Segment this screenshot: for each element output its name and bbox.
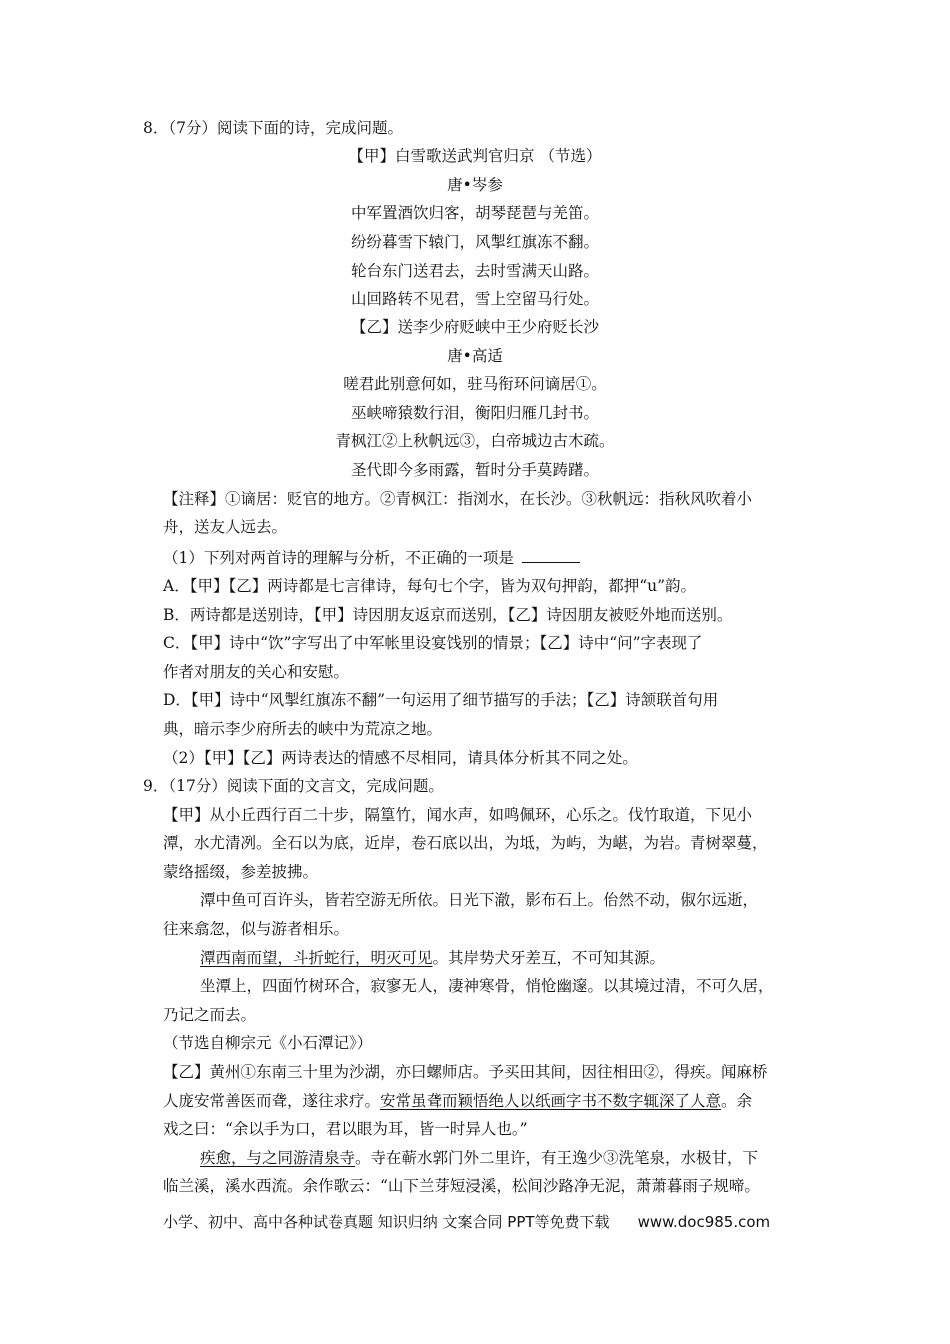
poem2-title: 【乙】送李少府贬峡中王少府贬长沙 [350, 318, 599, 336]
q8-header: 8．（7分）阅读下面的诗，完成问题。 [143, 119, 403, 137]
poem2-line: 圣代即今多雨露，暂时分手莫踌躇。 [350, 461, 599, 479]
poem1-author: 唐•岑参 [447, 176, 503, 194]
yi-text: 【乙】黄州①东南三十里为沙湖，亦曰螺师店。予买田其间，因往相田②，得疾。闻麻桥 [163, 1063, 768, 1081]
annotation-note: 【注释】①谪居：贬官的地方。②青枫江：指浏水，在长沙。③秋帆远：指秋风吹着小 [163, 490, 753, 508]
option-c: C．【甲】诗中“饮”字写出了中军帐里设宴饯别的情景；【乙】诗中“问”字表现了 [163, 634, 703, 652]
poem2-author: 唐•高适 [447, 347, 503, 365]
option-d: D．【甲】诗中“风掣红旗冻不翻”一句运用了细节描写的手法；【乙】诗颔联首句用 [163, 691, 719, 709]
poem1-title: 【甲】白雪歌送武判官归京 （节选） [348, 147, 602, 165]
yi-text-part: 。余 [721, 1092, 753, 1110]
jia-text [200, 948, 665, 968]
footer-banner [163, 1211, 770, 1232]
poem1-line: 纷纷暮雪下辕门，风掣红旗冻不翻。 [350, 233, 599, 251]
q8-sub1-text: （1）下列对两首诗的理解与分析，不正确的一项是 [163, 549, 514, 567]
footer-site-link[interactable]: www.doc985.com [637, 1213, 771, 1231]
poem1-line: 中军置酒饮归客，胡琴琵琶与羌笛。 [350, 204, 599, 222]
option-b: B．两诗都是送别诗，【甲】诗因朋友返京而送别，【乙】诗因朋友被贬外地而送别。 [163, 606, 733, 624]
poem2-line: 巫峡啼猿数行泪，衡阳归雁几封书。 [350, 404, 599, 422]
annotation-note: 舟，送友人远去。 [163, 518, 288, 536]
yi-text [200, 1148, 758, 1168]
underlined-sentence: 安常虽聋而颖悟绝人以纸画字书不数字辄深了人意 [380, 1092, 722, 1110]
poem1-line: 山回路转不见君，雪上空留马行处。 [350, 290, 599, 308]
jia-text: 【甲】从小丘西行百二十步，隔篁竹，闻水声，如鸣佩环，心乐之。伐竹取道，下见小 [163, 806, 753, 824]
answer-blank [522, 548, 580, 563]
poem2-line: 青枫江②上秋帆远③，白帝城边古木疏。 [335, 432, 615, 450]
jia-source: （节选自柳宗元《小石潭记》） [163, 1034, 373, 1052]
poem2-line: 嗟君此别意何如，驻马衔环问谪居①。 [343, 375, 607, 393]
option-c-cont: 作者对朋友的关心和安慰。 [163, 663, 350, 681]
yi-text-part: 人庞安常善医而聋，遂往求疗。 [163, 1092, 381, 1110]
poem1-line: 轮台东门送君去，去时雪满天山路。 [350, 262, 599, 280]
jia-text-rest: 。其岸势犬牙差互，不可知其源。 [432, 949, 666, 967]
yi-text [163, 1091, 752, 1111]
option-a: A．【甲】【乙】两诗都是七言律诗，每句七个字，皆为双句押韵，都押“u”韵。 [163, 577, 697, 595]
jia-text: 潭中鱼可百许头，皆若空游无所依。日光下澈，影布石上。佁然不动，俶尔远逝， [200, 891, 759, 909]
yi-text: 临兰溪，溪水西流。余作歌云：“山下兰芽短浸溪，松间沙路净无泥，萧萧暮雨子规啼。 [163, 1177, 760, 1195]
option-d-cont: 典，暗示李少府所去的峡中为荒凉之地。 [163, 720, 443, 738]
underlined-sentence: 潭西南而望，斗折蛇行，明灭可见 [200, 949, 433, 967]
underlined-sentence: 疾愈，与之同游清泉寺 [200, 1149, 356, 1167]
jia-text: 乃记之而去。 [163, 1006, 257, 1024]
jia-text: 坐潭上，四面竹树环合，寂寥无人，凄神寒骨，悄怆幽邃。以其境过清，不可久居， [200, 977, 774, 995]
jia-text: 蒙络摇缀，参差披拂。 [163, 863, 319, 881]
q8-sub1 [163, 548, 580, 568]
jia-text: 潭，水尤清冽。全石以为底，近岸，卷石底以出，为坻，为屿，为嵁，为岩。青树翠蔓， [163, 834, 768, 852]
yi-text: 戏之曰：“余以手为口，君以眼为耳，皆一时异人也。” [163, 1120, 528, 1138]
footer-text: 小学、初中、高中各种试卷真题 知识归纳 文案合同 PPT等免费下载 [163, 1213, 610, 1231]
q8-sub2: （2）【甲】【乙】两诗表达的情感不尽相同，请具体分析其不同之处。 [163, 749, 638, 767]
q9-header: 9．（17分）阅读下面的文言文，完成问题。 [143, 777, 444, 795]
yi-text-part: 。寺在蕲水郭门外二里许，有王逸少③洗笔泉，水极甘，下 [355, 1149, 759, 1167]
jia-text: 往来翕忽，似与游者相乐。 [163, 920, 350, 938]
